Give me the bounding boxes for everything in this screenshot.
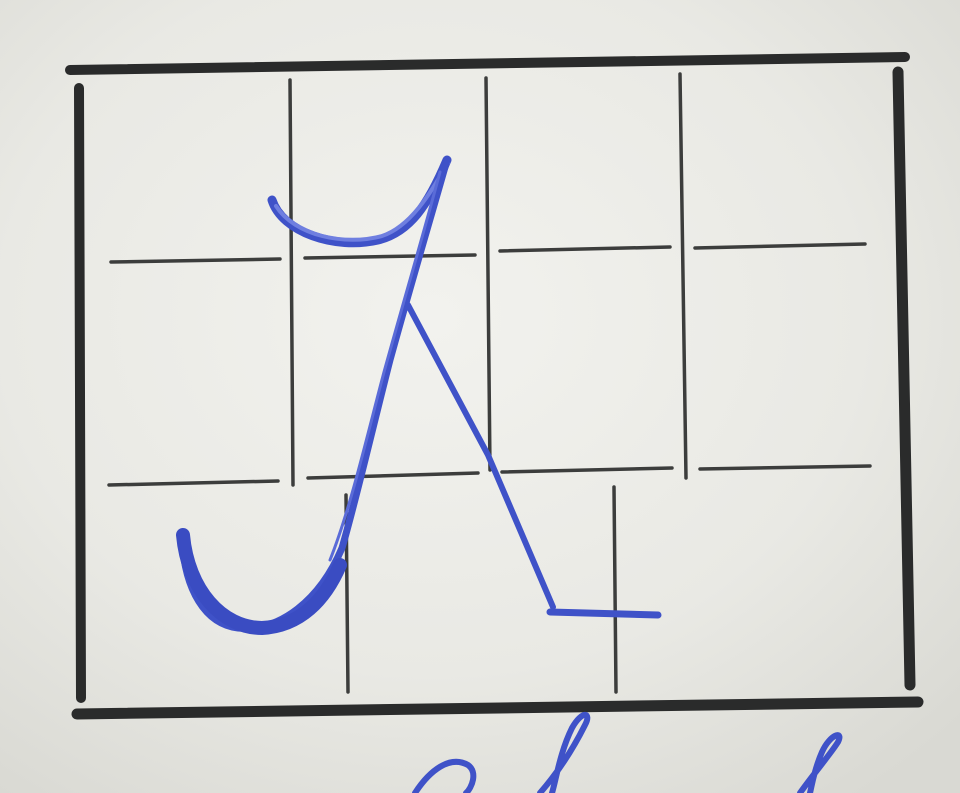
grid-vertical-line — [614, 487, 616, 692]
pen-stroke-foot — [550, 612, 658, 615]
frame-left-edge — [79, 88, 81, 698]
